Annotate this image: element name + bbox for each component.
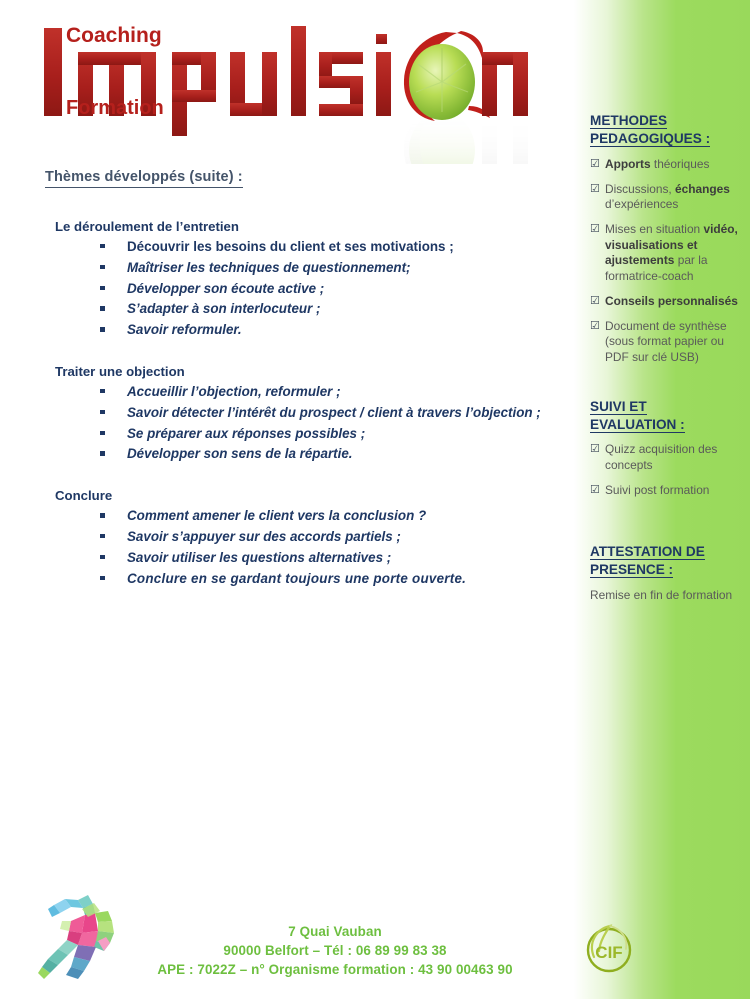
bullet-list (0, 506, 560, 588)
footer-address-line3: APE : 7022Z – n° Organisme formation : 43 90 00463 90 (157, 961, 513, 977)
sidebar-heading-methodes (590, 112, 748, 148)
checklist-item-text: Mises en situation (605, 221, 704, 236)
checkbox-checked-icon: ☑ (590, 182, 600, 195)
checklist-item (590, 294, 748, 310)
checklist-item (590, 483, 748, 499)
checkbox-checked-icon: ☑ (590, 222, 600, 235)
checklist-item (590, 182, 748, 213)
list-item: Savoir utiliser les questions alternatives ; (100, 548, 547, 568)
sidebar-heading-line2: EVALUATION : (590, 416, 685, 432)
list-item: Se préparer aux réponses possibles ; (100, 424, 547, 444)
sidebar-block-suivi (590, 398, 748, 499)
checkbox-checked-icon: ☑ (590, 294, 600, 307)
bullet-list (0, 237, 560, 340)
checklist-item-strong: Apports (605, 156, 654, 171)
checklist-item-strong: vidéo, visualisations et ajustements (605, 221, 738, 268)
bullet-list (0, 382, 560, 464)
sidebar-block-methodes (590, 112, 748, 366)
checkbox-checked-icon: ☑ (590, 483, 600, 496)
checklist-item-text: Quizz acquisition des concepts (605, 442, 718, 473)
sidebar-heading-line1: ATTESTATION DE (590, 543, 705, 559)
checklist-item (590, 319, 748, 366)
list-item: Développer son sens de la répartie. (100, 444, 547, 464)
list-item: Savoir reformuler. (100, 320, 547, 340)
checklist-item-text: d’expériences (605, 197, 679, 212)
sidebar-heading-line1: SUIVI ET (590, 398, 647, 414)
methodes-checklist (590, 157, 748, 366)
list-item: Développer son écoute active ; (100, 279, 547, 299)
checklist-item-text: théoriques (653, 156, 710, 171)
checklist-item-text: Suivi post formation (605, 482, 710, 497)
checklist-item-text: par la formatrice-coach (605, 253, 708, 284)
checklist-item (590, 157, 748, 173)
sidebar-heading-line2: PRESENCE : (590, 561, 674, 577)
main-content (0, 168, 560, 589)
checklist-item-text: Discussions, (605, 181, 676, 196)
attestation-text: Remise en fin de formation (590, 588, 733, 603)
checklist-item (590, 222, 748, 285)
sidebar (590, 112, 748, 624)
section-conclure (0, 487, 560, 588)
checkbox-checked-icon: ☑ (590, 319, 600, 332)
list-item: Découvrir les besoins du client et ses motivations ; (100, 237, 547, 257)
cif-logo-text: CIF (595, 943, 623, 962)
list-item: S’adapter à son interlocuteur ; (100, 299, 547, 319)
sidebar-heading-suivi (590, 398, 748, 434)
sidebar-heading-line1: METHODES (590, 113, 668, 128)
page-title-wrap (0, 168, 560, 188)
checklist-item-strong: échanges (675, 181, 730, 196)
section-traiter-objection (0, 363, 560, 464)
logo-coaching-text: Coaching (66, 24, 162, 47)
suivi-checklist (590, 442, 748, 498)
sidebar-heading-line2: PEDAGOGIQUES : (590, 130, 711, 146)
list-item: Savoir s’appuyer sur des accords partiels ; (100, 527, 547, 547)
page-title: Thèmes développés (suite) : (45, 168, 243, 188)
checklist-item-strong: Conseils personnalisés (605, 293, 738, 308)
list-item: Conclure en se gardant toujours une porte ouverte. (100, 569, 547, 589)
footer-address-line1: 7 Quai Vauban (288, 923, 382, 939)
checklist-item (590, 442, 748, 473)
list-item: Comment amener le client vers la conclusion ? (100, 506, 547, 526)
section-heading: Traiter une objection (55, 364, 185, 380)
impulsion-logo-svg (38, 14, 538, 164)
checkbox-checked-icon: ☑ (590, 157, 600, 170)
list-item: Maîtriser les techniques de questionnement; (100, 258, 547, 278)
section-deroulement-entretien (0, 218, 560, 340)
logo-formation-text: Formation (66, 97, 164, 119)
company-logo (38, 14, 538, 164)
section-heading: Conclure (55, 488, 113, 504)
runner-figure-icon (38, 891, 116, 987)
checklist-item-text: Document de synthèse (sous format papier ou PDF sur clé USB) (605, 318, 727, 364)
footer-contact-block (120, 922, 550, 979)
section-heading: Le déroulement de l’entretien (55, 219, 239, 235)
checkbox-checked-icon: ☑ (590, 443, 600, 456)
list-item: Savoir détecter l’intérêt du prospect / client à travers l’objection ; (100, 403, 547, 423)
sidebar-heading-attestation (590, 543, 748, 579)
list-item: Accueillir l’objection, reformuler ; (100, 382, 547, 402)
footer (0, 881, 750, 991)
footer-address-line2: 90000 Belfort – Tél : 06 89 99 83 38 (223, 942, 447, 958)
cif-logo-icon (578, 919, 640, 977)
sidebar-block-attestation (590, 543, 748, 604)
